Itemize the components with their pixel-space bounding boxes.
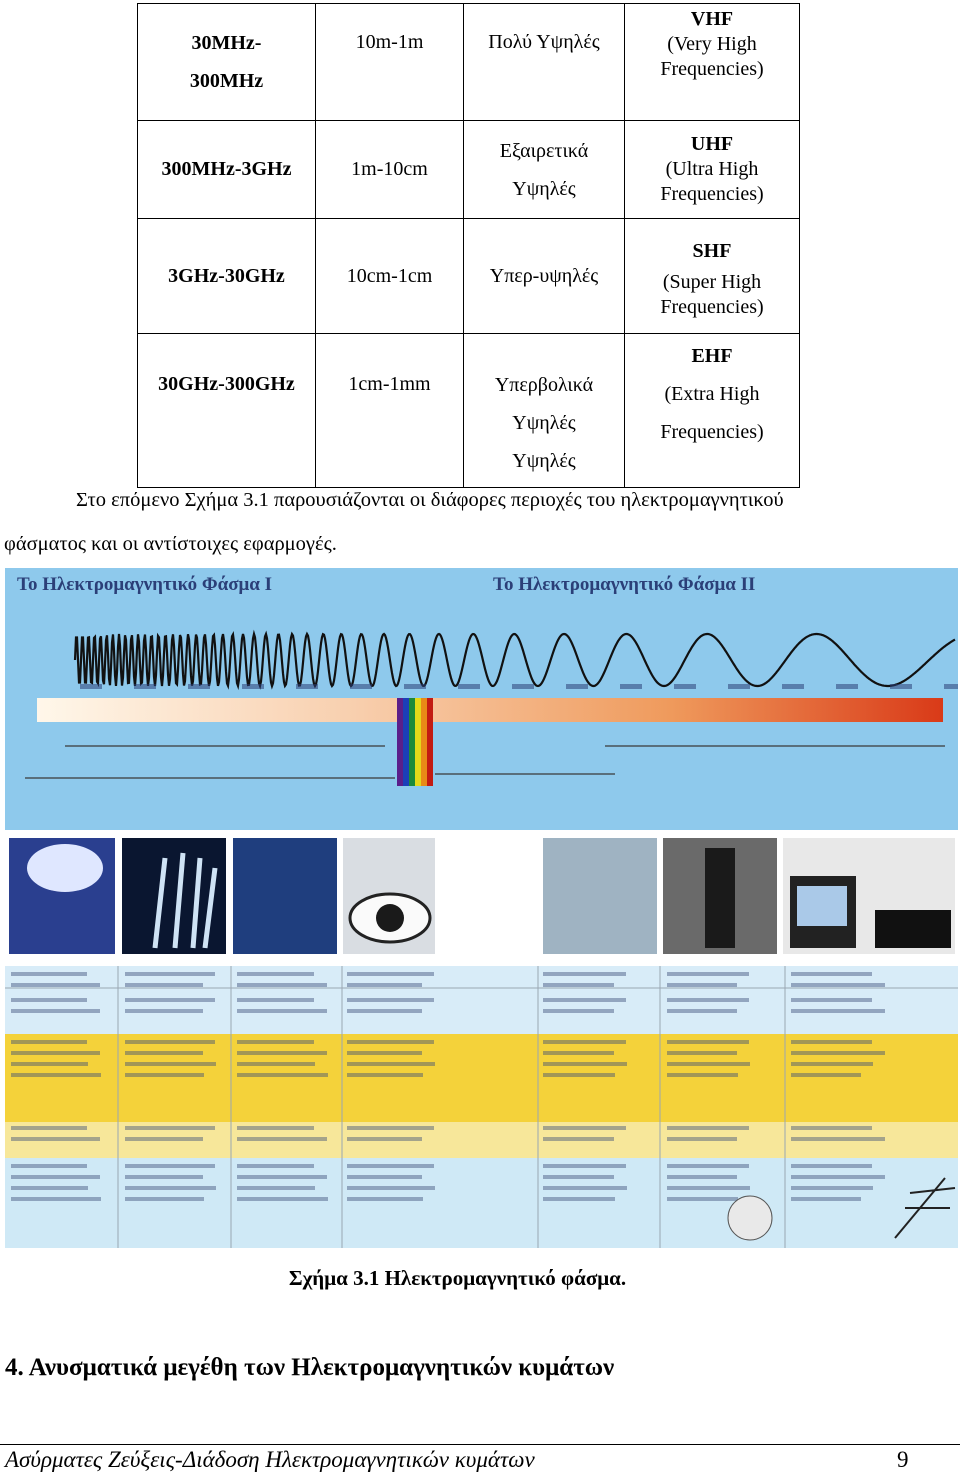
blurred-text-line xyxy=(543,1062,627,1066)
blurred-text-line xyxy=(667,1186,750,1190)
frequency-range-cell xyxy=(138,334,316,488)
blurred-text-line xyxy=(237,1186,315,1190)
blurred-text-line xyxy=(347,1175,422,1179)
scale-tick xyxy=(458,684,480,689)
blurred-text-line xyxy=(237,1197,328,1201)
frequency-range-cell xyxy=(138,121,316,219)
blurred-text-line xyxy=(543,1175,614,1179)
scale-tick xyxy=(512,684,534,689)
blurred-text-line xyxy=(543,998,626,1002)
blurred-text-line xyxy=(791,1164,872,1168)
blurred-text-line xyxy=(791,1062,873,1066)
band-name: Υπερ-υψηλές xyxy=(489,264,599,287)
blurred-text-line xyxy=(791,1197,861,1201)
band-name: Υψηλές xyxy=(512,412,576,434)
blurred-text-line xyxy=(237,983,327,987)
blurred-text-line xyxy=(347,1126,434,1130)
blurred-text-line xyxy=(11,1051,100,1055)
blurred-text-line xyxy=(543,1051,614,1055)
scale-tick xyxy=(80,684,102,689)
blurred-text-line xyxy=(791,1175,885,1179)
wavelength: 10m-1m xyxy=(355,31,424,53)
blurred-text-line xyxy=(125,1175,203,1179)
scale-tick xyxy=(782,684,804,689)
blurred-text-line xyxy=(11,1197,101,1201)
blurred-text-line xyxy=(125,1051,203,1055)
blurred-text-line xyxy=(11,1186,88,1190)
blurred-text-line xyxy=(125,972,215,976)
table-row xyxy=(138,4,800,121)
blurred-text-line xyxy=(667,1175,737,1179)
frequency-range-cell xyxy=(138,4,316,121)
blurred-text-line xyxy=(347,1073,423,1077)
blurred-text-line xyxy=(11,1164,87,1168)
band-abbr-cell xyxy=(625,121,800,219)
blurred-text-line xyxy=(347,1040,434,1044)
blurred-text-line xyxy=(125,1073,204,1077)
band-name: Υψηλές xyxy=(512,177,576,200)
blurred-text-line xyxy=(791,1126,872,1130)
blurred-text-line xyxy=(543,1073,615,1077)
scale-tick xyxy=(890,684,912,689)
blurred-text-line xyxy=(543,972,626,976)
figure-title-right: Το Ηλεκτρομαγνητικό Φάσμα II xyxy=(493,574,756,595)
blurred-text-line xyxy=(347,998,434,1002)
frequency-range: 3GHz-30GHz xyxy=(168,264,285,287)
frequency-range-cell xyxy=(138,219,316,334)
band-name-cell xyxy=(464,334,625,488)
scale-tick xyxy=(566,684,588,689)
blurred-text-line xyxy=(237,1137,327,1141)
wavelength-cell xyxy=(316,121,464,219)
blurred-text-line xyxy=(667,983,737,987)
figure-caption: Σχήμα 3.1 Ηλεκτρομαγνητικό φάσμα. xyxy=(288,1266,627,1290)
blurred-text-line xyxy=(347,1062,435,1066)
table-row xyxy=(138,219,800,334)
band-name: Υπερβολικά xyxy=(494,374,594,396)
scale-tick xyxy=(836,684,858,689)
blurred-text-line xyxy=(347,1164,434,1168)
band-desc: Frequencies) xyxy=(660,421,764,443)
blurred-text-line xyxy=(667,1126,749,1130)
blurred-text-line xyxy=(667,1164,749,1168)
blurred-text-line xyxy=(11,1062,88,1066)
blurred-text-line xyxy=(667,1009,737,1013)
intro-paragraph-line: Στο επόμενο Σχήμα 3.1 παρουσιάζονται οι διάφορες περιοχές του ηλεκτρομαγνητικού xyxy=(76,489,784,511)
blurred-text-line xyxy=(11,1073,101,1077)
frequency-range: 30GHz-300GHz xyxy=(158,373,295,395)
blurred-text-line xyxy=(125,1126,215,1130)
figure-title-left: Το Ηλεκτρομαγνητικό Φάσμα I xyxy=(17,574,273,595)
blurred-text-line xyxy=(237,972,314,976)
blurred-text-line xyxy=(791,1073,861,1077)
blurred-text-line xyxy=(791,983,885,987)
blurred-text-line xyxy=(791,1137,885,1141)
wavelength-cell xyxy=(316,4,464,121)
page-number: 9 xyxy=(897,1447,909,1472)
band-name-cell xyxy=(464,121,625,219)
scale-tick xyxy=(404,684,426,689)
wavelength: 1m-10cm xyxy=(351,158,428,180)
band-abbr: SHF xyxy=(692,240,732,262)
band-abbr-cell xyxy=(625,4,800,121)
scale-tick xyxy=(674,684,696,689)
blurred-text-line xyxy=(667,998,749,1002)
blurred-text-line xyxy=(667,1051,737,1055)
blurred-text-line xyxy=(11,1126,87,1130)
frequency-range: 300MHz-3GHz xyxy=(161,158,292,180)
blurred-text-line xyxy=(543,1197,615,1201)
band-name-cell xyxy=(464,4,625,121)
blurred-text-line xyxy=(543,1126,626,1130)
blurred-text-line xyxy=(347,1051,422,1055)
band-desc: Frequencies) xyxy=(660,58,764,80)
blurred-text-line xyxy=(11,1137,100,1141)
blurred-text-line xyxy=(791,1051,885,1055)
blurred-text-line xyxy=(543,1040,626,1044)
blurred-text-line xyxy=(543,1137,614,1141)
blurred-text-line xyxy=(11,972,87,976)
blurred-text-line xyxy=(237,998,314,1002)
blurred-text-line xyxy=(237,1062,315,1066)
blurred-text-line xyxy=(125,1062,216,1066)
band-name: Πολύ Υψηλές xyxy=(488,31,600,53)
blurred-text-line xyxy=(11,1175,100,1179)
blurred-text-line xyxy=(237,1009,327,1013)
table-row xyxy=(138,121,800,219)
blurred-text-line xyxy=(125,983,203,987)
info-row-sources xyxy=(5,1034,958,1122)
blurred-text-line xyxy=(11,998,87,1002)
blurred-text-line xyxy=(667,1197,738,1201)
electromagnetic-spectrum-figure xyxy=(5,568,958,1248)
spectrum-bar xyxy=(37,698,943,722)
blurred-text-line xyxy=(125,1164,215,1168)
blurred-text-line xyxy=(791,1186,873,1190)
blurred-text-line xyxy=(347,972,434,976)
band-abbr-cell xyxy=(625,219,800,334)
blurred-text-line xyxy=(125,1040,215,1044)
band-name-cell xyxy=(464,219,625,334)
blurred-text-line xyxy=(347,1009,422,1013)
scale-tick xyxy=(620,684,642,689)
info-row-detectors xyxy=(5,1158,958,1248)
band-desc: Frequencies) xyxy=(660,296,764,318)
band-desc: (Very High xyxy=(667,33,757,55)
blurred-text-line xyxy=(667,972,749,976)
scale-tick xyxy=(296,684,318,689)
photo-uv xyxy=(233,838,337,954)
frequency-range: 300MHz xyxy=(189,70,264,92)
band-desc: (Super High xyxy=(662,271,762,293)
blurred-text-line xyxy=(543,1009,614,1013)
blurred-text-line xyxy=(667,1137,737,1141)
blurred-text-line xyxy=(125,1197,204,1201)
blurred-text-line xyxy=(125,998,215,1002)
scale-tick xyxy=(944,684,958,689)
band-abbr-cell xyxy=(625,334,800,488)
blurred-text-line xyxy=(125,1137,203,1141)
blurred-text-line xyxy=(237,1126,314,1130)
blurred-text-line xyxy=(667,1073,738,1077)
blurred-text-line xyxy=(237,1073,328,1077)
wavelength: 1cm-1mm xyxy=(348,373,431,395)
scale-tick xyxy=(134,684,156,689)
frequency-band-table xyxy=(137,3,800,488)
wavelength: 10cm-1cm xyxy=(346,264,433,287)
intro-paragraph-line: φάσματος και οι αντίστοιχες εφαρμογές. xyxy=(4,533,337,555)
band-abbr: UHF xyxy=(690,133,734,155)
scale-tick xyxy=(728,684,750,689)
blurred-text-line xyxy=(543,983,614,987)
band-desc: (Ultra High xyxy=(665,158,759,180)
blurred-text-line xyxy=(543,1186,627,1190)
blurred-text-line xyxy=(347,1186,435,1190)
scale-tick xyxy=(242,684,264,689)
blurred-text-line xyxy=(791,998,872,1002)
frequency-range: 30MHz- xyxy=(191,32,262,54)
blurred-text-line xyxy=(125,1186,216,1190)
footer-title: Ασύρματες Ζεύξεις-Διάδοση Ηλεκτρομαγνητικών κυμάτων xyxy=(5,1447,535,1472)
photo-infrared xyxy=(543,838,657,954)
blurred-text-line xyxy=(11,1040,87,1044)
band-abbr: VHF xyxy=(690,8,734,30)
band-desc: (Extra High xyxy=(664,383,760,405)
blurred-text-line xyxy=(347,1137,422,1141)
blurred-text-line xyxy=(347,1197,423,1201)
blurred-text-line xyxy=(667,1040,749,1044)
blurred-text-line xyxy=(347,983,422,987)
visible-light-band xyxy=(397,698,433,786)
blurred-text-line xyxy=(11,983,100,987)
blurred-text-line xyxy=(791,1009,885,1013)
band-name: Υψηλές xyxy=(512,450,576,472)
blurred-text-line xyxy=(11,1009,100,1013)
band-desc: Frequencies) xyxy=(660,183,764,205)
blurred-text-line xyxy=(543,1164,626,1168)
blurred-text-line xyxy=(237,1164,314,1168)
footer-divider xyxy=(0,1444,960,1445)
section-heading: 4. Ανυσματικά μεγέθη των Ηλεκτρομαγνητικών κυμάτων xyxy=(5,1354,615,1381)
blurred-text-line xyxy=(667,1062,750,1066)
band-abbr: EHF xyxy=(691,345,733,367)
scale-tick xyxy=(188,684,210,689)
blurred-text-line xyxy=(237,1040,314,1044)
blurred-text-line xyxy=(237,1175,327,1179)
band-name: Εξαιρετικά xyxy=(499,139,589,162)
blurred-text-line xyxy=(791,1040,872,1044)
blurred-text-line xyxy=(237,1051,327,1055)
wavelength-cell xyxy=(316,219,464,334)
blurred-text-line xyxy=(125,1009,203,1013)
table-row xyxy=(138,334,800,488)
wavelength-cell xyxy=(316,334,464,488)
scale-tick xyxy=(350,684,372,689)
blurred-text-line xyxy=(791,972,872,976)
